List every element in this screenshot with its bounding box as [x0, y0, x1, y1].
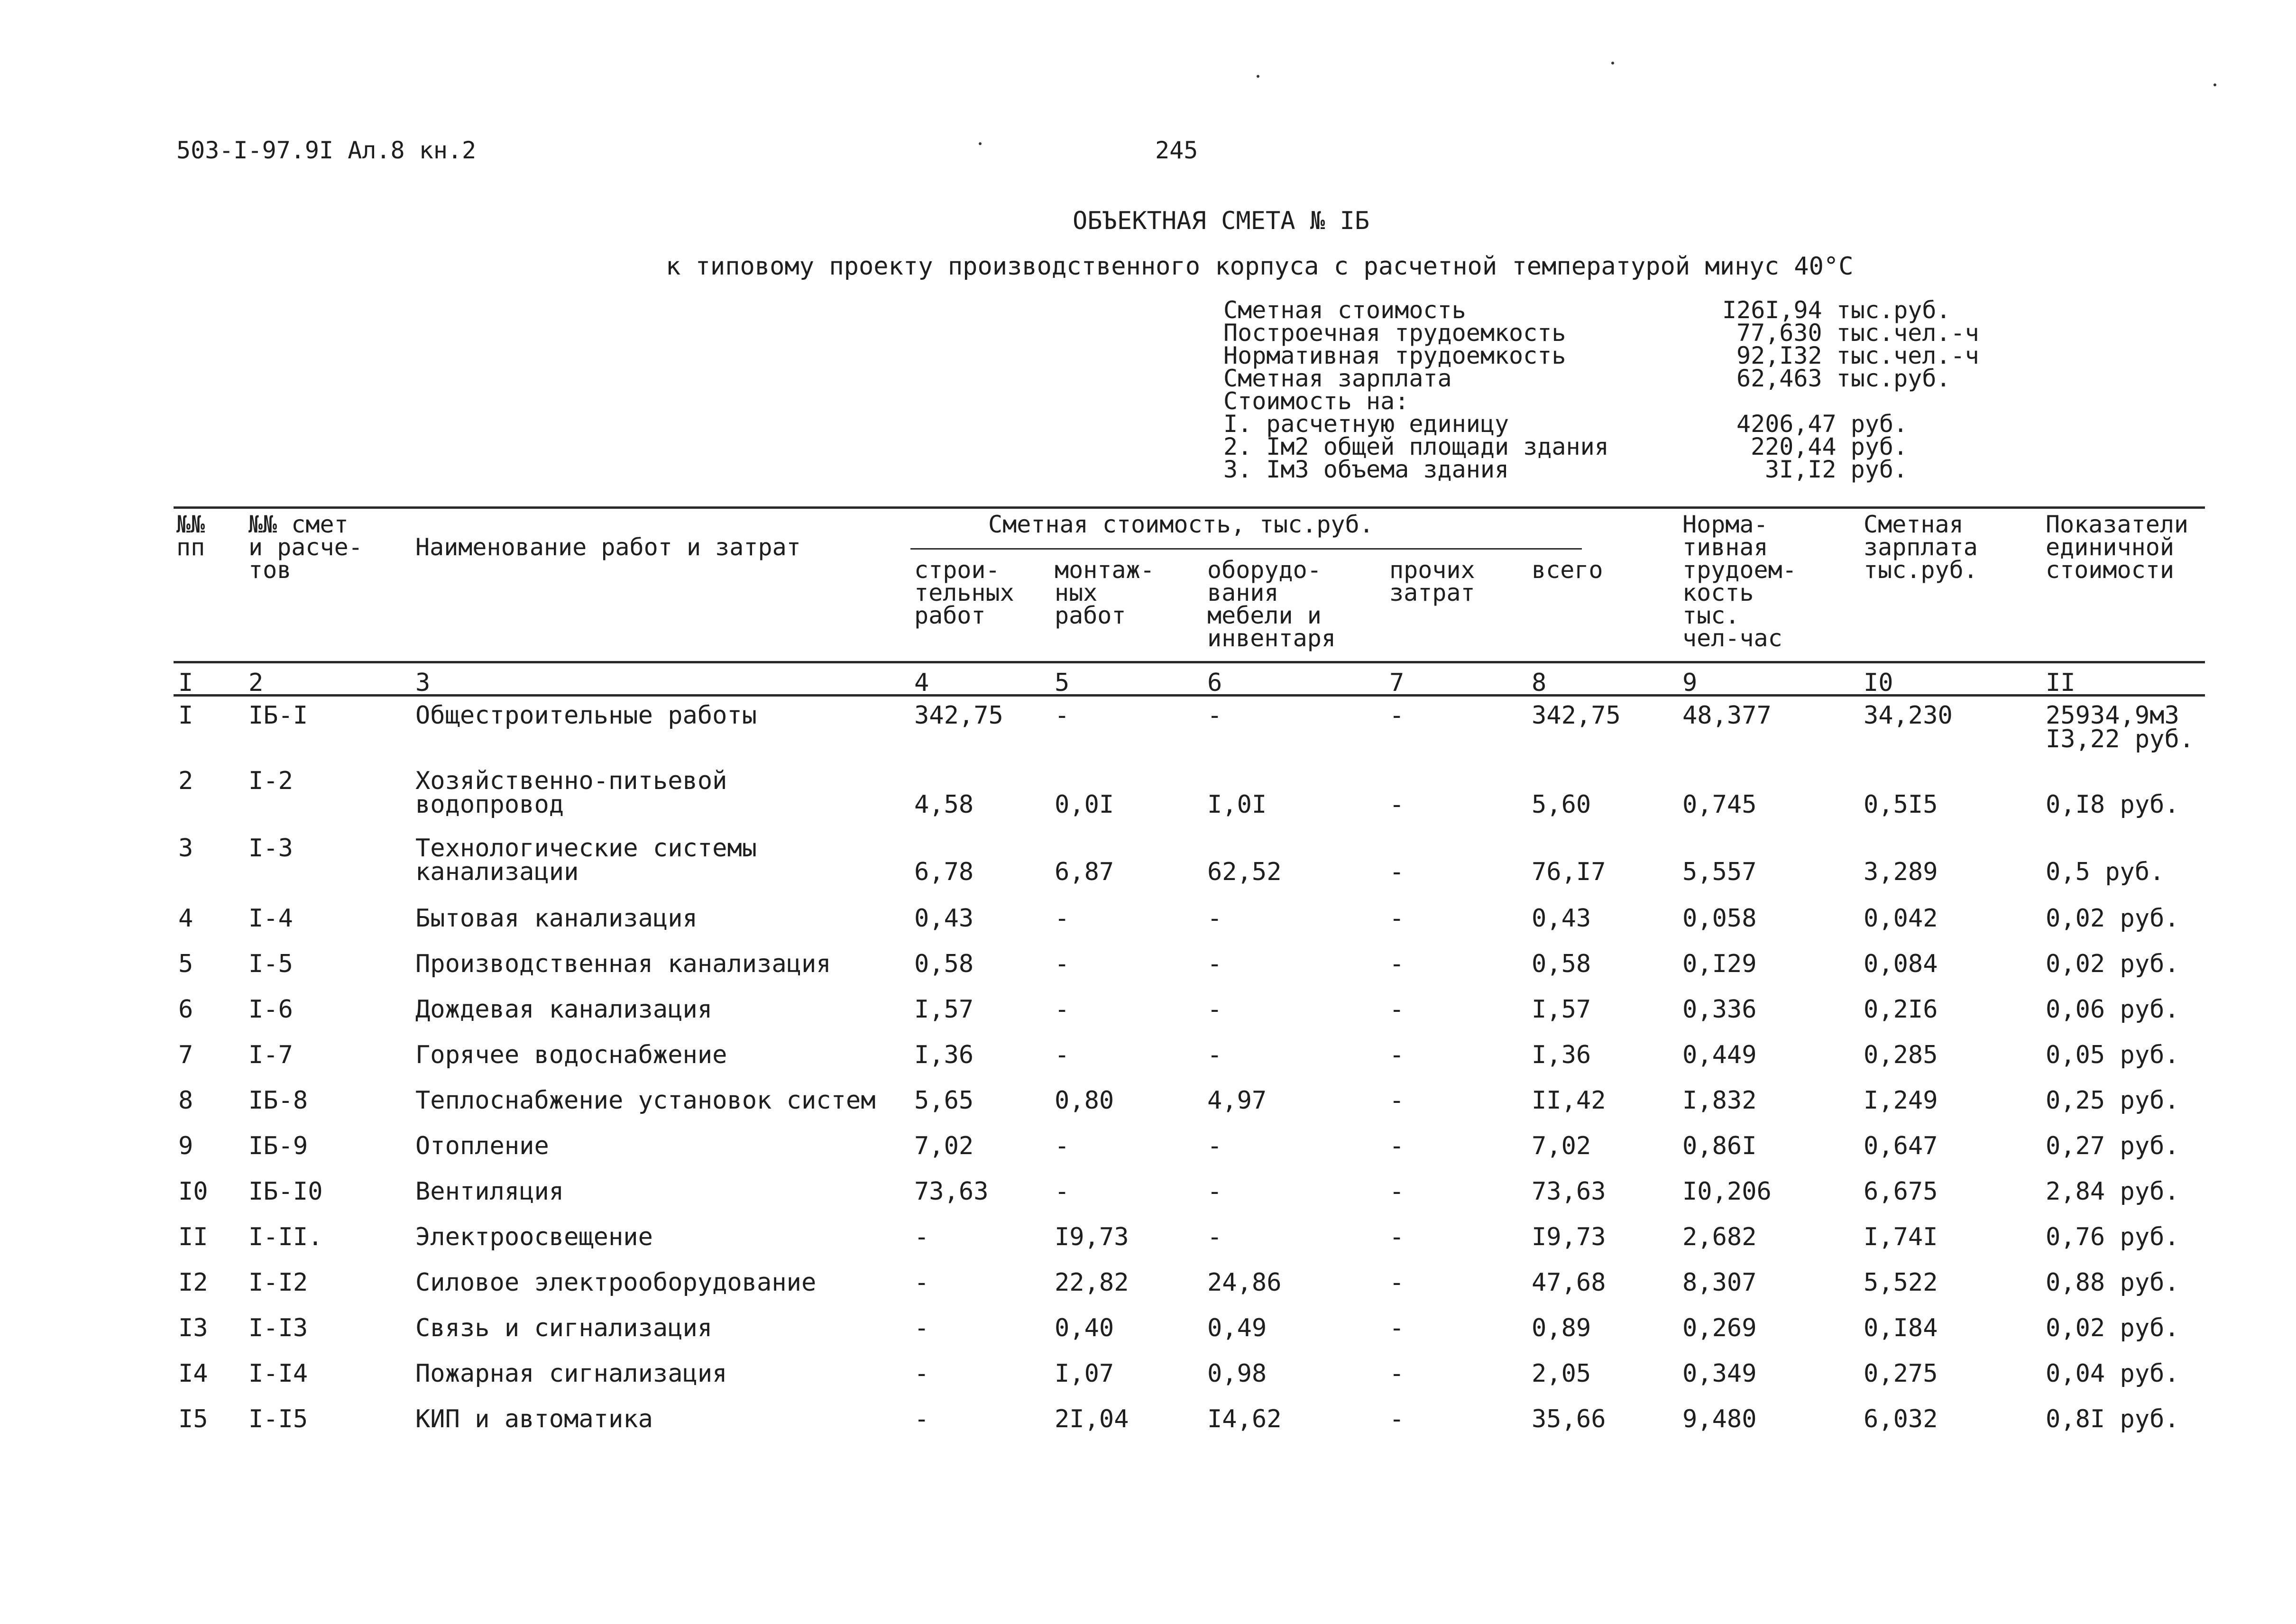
cell-equip: I4,62 [1207, 1405, 1282, 1433]
cell-n: 7 [178, 1041, 193, 1069]
cell-name: Общестроительные работы [415, 701, 757, 730]
cell-n: I [178, 701, 193, 730]
cell-code: I-7 [248, 1041, 293, 1069]
cell-build: 0,43 [914, 904, 974, 933]
cell-build: 6,78 [914, 858, 974, 886]
cell-total: 76,I7 [1532, 858, 1606, 886]
cell-salary: 0,042 [1864, 904, 1938, 933]
summary-value: 3I,I2 руб. [1765, 456, 1908, 483]
summary-label: Сметная зарплата [1223, 365, 1452, 392]
column-number: I0 [1864, 669, 1893, 697]
cell-mount: - [1055, 950, 1070, 978]
column-number: 6 [1207, 669, 1222, 697]
cell-mount: - [1055, 995, 1070, 1024]
cell-equip: 24,86 [1207, 1268, 1282, 1297]
cell-total: II,42 [1532, 1086, 1606, 1115]
cell-code: I-II. [248, 1223, 323, 1251]
cell-labor: 0,I29 [1682, 950, 1757, 978]
cell-salary: 0,285 [1864, 1041, 1938, 1069]
header-work-name: Наименование работ и затрат [415, 533, 801, 561]
cell-total: I,57 [1532, 995, 1591, 1024]
cell-n: I2 [178, 1268, 208, 1297]
estimate-subtitle: к типовому проекту производственного корпуса с расчетной температурой минус 40°С [666, 252, 1854, 281]
cell-salary: 3,289 [1864, 858, 1938, 886]
cell-build: - [914, 1268, 929, 1297]
header-unit-cost: Показатели единичной стоимости [2046, 511, 2189, 584]
header-row-number: №№ пп [176, 511, 205, 561]
cell-mount: 0,40 [1055, 1314, 1114, 1342]
cell-equip: - [1207, 995, 1222, 1024]
header-cost-group: Сметная стоимость, тыс.руб. [988, 511, 1374, 538]
cell-mount: - [1055, 1132, 1070, 1160]
cell-mount: - [1055, 1177, 1070, 1206]
cell-other: - [1389, 904, 1405, 933]
cell-unit: 0,02 руб. [2046, 1314, 2179, 1342]
column-number: 5 [1055, 669, 1070, 697]
cell-code: I-I4 [248, 1359, 308, 1388]
summary-label: I. расчетную единицу [1223, 410, 1509, 438]
summary-label: 2. Iм2 общей площади здания [1223, 433, 1609, 460]
header-other-costs: прочих затрат [1389, 556, 1475, 606]
cell-total: I,36 [1532, 1041, 1591, 1069]
cell-unit: 0,I8 руб. [2046, 790, 2179, 819]
cell-build: 342,75 [914, 701, 1003, 730]
cell-code: I-I5 [248, 1405, 308, 1433]
cell-code: IБ-I [248, 701, 308, 730]
cell-name: Пожарная сигнализация [415, 1359, 727, 1388]
cell-equip: - [1207, 1177, 1222, 1206]
column-number: 4 [914, 669, 929, 697]
cell-unit: 0,02 руб. [2046, 904, 2179, 933]
cell-total: 0,58 [1532, 950, 1591, 978]
cell-unit: 0,04 руб. [2046, 1359, 2179, 1388]
cell-code: IБ-9 [248, 1132, 308, 1160]
cell-n: 4 [178, 904, 193, 933]
cell-total: 2,05 [1532, 1359, 1591, 1388]
scan-speck [1257, 75, 1259, 78]
cell-labor: 9,480 [1682, 1405, 1757, 1433]
summary-label: Построечная трудоемкость [1223, 319, 1566, 347]
column-number: 8 [1532, 669, 1547, 697]
cell-build: 0,58 [914, 950, 974, 978]
header-construction: строи- тельных работ [914, 556, 1014, 629]
cell-labor: 0,058 [1682, 904, 1757, 933]
cell-other: - [1389, 1041, 1405, 1069]
column-number: 9 [1682, 669, 1698, 697]
cell-n: II [178, 1223, 208, 1251]
cell-unit: 0,27 руб. [2046, 1132, 2179, 1160]
cell-n: 6 [178, 995, 193, 1024]
cell-code: IБ-8 [248, 1086, 308, 1115]
cell-code: I-4 [248, 904, 293, 933]
summary-value: 62,463 тыс.руб. [1736, 365, 1951, 392]
cell-equip: - [1207, 1132, 1222, 1160]
cell-name: Связь и сигнализация [415, 1314, 713, 1342]
cell-build: 73,63 [914, 1177, 989, 1206]
estimate-title: ОБЪЕКТНАЯ СМЕТА № IБ [1073, 207, 1370, 235]
cell-code: I-6 [248, 995, 293, 1024]
cell-code: I-3 [248, 834, 293, 862]
header-estimate-number: №№ смет и расче- тов [248, 511, 363, 584]
cell-mount: 6,87 [1055, 858, 1114, 886]
cost-group-rule [910, 548, 1582, 550]
cell-total: 5,60 [1532, 790, 1591, 819]
cell-equip: - [1207, 904, 1222, 933]
cell-equip: 0,98 [1207, 1359, 1267, 1388]
cell-other: - [1389, 995, 1405, 1024]
cell-labor: 0,269 [1682, 1314, 1757, 1342]
cell-mount: - [1055, 701, 1070, 730]
cell-unit: 0,05 руб. [2046, 1041, 2179, 1069]
cell-equip: - [1207, 701, 1222, 730]
cell-build: - [914, 1314, 929, 1342]
cell-n: 2 [178, 767, 193, 795]
cell-build: I,57 [914, 995, 974, 1024]
cell-labor: 0,349 [1682, 1359, 1757, 1388]
header-total: всего [1532, 556, 1603, 584]
cell-build: 7,02 [914, 1132, 974, 1160]
cell-unit: 0,25 руб. [2046, 1086, 2179, 1115]
cell-salary: 5,522 [1864, 1268, 1938, 1297]
cell-name: Бытовая канализация [415, 904, 698, 933]
cell-equip: 4,97 [1207, 1086, 1267, 1115]
cell-build: I,36 [914, 1041, 974, 1069]
cell-salary: 0,275 [1864, 1359, 1938, 1388]
cell-labor: 2,682 [1682, 1223, 1757, 1251]
summary-label: Стоимость на: [1223, 387, 1409, 415]
document-code: 503-I-97.9I Ал.8 кн.2 [176, 137, 477, 164]
scan-speck [1611, 62, 1614, 64]
cell-equip: 0,49 [1207, 1314, 1267, 1342]
cell-equip: - [1207, 1041, 1222, 1069]
cell-other: - [1389, 1177, 1405, 1206]
cell-labor: 8,307 [1682, 1268, 1757, 1297]
summary-value: 92,I32 тыс.чел.-ч [1736, 342, 1979, 369]
cell-salary: 34,230 [1864, 701, 1953, 730]
cell-other: - [1389, 1314, 1405, 1342]
cell-labor: 0,449 [1682, 1041, 1757, 1069]
cell-salary: I,74I [1864, 1223, 1938, 1251]
cell-other: - [1389, 1132, 1405, 1160]
cell-mount: 0,80 [1055, 1086, 1114, 1115]
cell-code: I-I2 [248, 1268, 308, 1297]
cell-salary: 6,675 [1864, 1177, 1938, 1206]
column-number: 2 [248, 669, 264, 697]
header-labor: Норма- тивная трудоем- кость тыс. чел-час [1682, 511, 1797, 652]
cell-unit: 0,8I руб. [2046, 1405, 2179, 1433]
cell-mount: 2I,04 [1055, 1405, 1129, 1433]
cell-total: 7,02 [1532, 1132, 1591, 1160]
cell-unit: 0,02 руб. [2046, 950, 2179, 978]
cell-n: I4 [178, 1359, 208, 1388]
scan-speck [2213, 83, 2216, 86]
cell-mount: 0,0I [1055, 790, 1114, 819]
summary-value: 77,630 тыс.чел.-ч [1736, 319, 1979, 347]
cell-name: Вентиляция [415, 1177, 564, 1206]
header-salary: Сметная зарплата тыс.руб. [1864, 511, 1978, 584]
summary-value: I26I,94 тыс.руб. [1722, 296, 1951, 324]
column-number: II [2046, 669, 2076, 697]
cell-n: 3 [178, 834, 193, 862]
cell-mount: - [1055, 904, 1070, 933]
cell-unit: 25934,9м3 I3,22 руб. [2046, 701, 2195, 753]
cell-name: Теплоснабжение установок систем [415, 1086, 876, 1115]
cell-other: - [1389, 858, 1405, 886]
cell-total: 35,66 [1532, 1405, 1606, 1433]
cell-name: Хозяйственно-питьевой водопровод [415, 767, 727, 819]
cell-n: 8 [178, 1086, 193, 1115]
cell-salary: 0,2I6 [1864, 995, 1938, 1024]
cell-equip: 62,52 [1207, 858, 1282, 886]
cell-name: Технологические системы канализации [415, 834, 757, 886]
cell-code: I-5 [248, 950, 293, 978]
cell-labor: 5,557 [1682, 858, 1757, 886]
summary-label: 3. Iм3 объема здания [1223, 456, 1509, 483]
header-installation: монтаж- ных работ [1055, 556, 1155, 629]
cell-other: - [1389, 701, 1405, 730]
cell-n: 9 [178, 1132, 193, 1160]
cell-code: IБ-I0 [248, 1177, 323, 1206]
cell-total: 342,75 [1532, 701, 1621, 730]
cell-unit: 0,5 руб. [2046, 858, 2165, 886]
cell-other: - [1389, 950, 1405, 978]
cell-other: - [1389, 1086, 1405, 1115]
summary-label: Нормативная трудоемкость [1223, 342, 1566, 369]
cell-mount: I,07 [1055, 1359, 1114, 1388]
summary-label: Сметная стоимость [1223, 296, 1466, 324]
cell-total: 73,63 [1532, 1177, 1606, 1206]
summary-block [1223, 296, 2039, 488]
cell-name: Дождевая канализация [415, 995, 713, 1024]
column-number: 3 [415, 669, 431, 697]
cell-build: - [914, 1223, 929, 1251]
cell-other: - [1389, 1223, 1405, 1251]
cell-mount: I9,73 [1055, 1223, 1129, 1251]
cell-salary: I,249 [1864, 1086, 1938, 1115]
cell-total: 0,43 [1532, 904, 1591, 933]
cell-n: I3 [178, 1314, 208, 1342]
cell-n: I5 [178, 1405, 208, 1433]
cell-labor: 48,377 [1682, 701, 1772, 730]
cell-n: 5 [178, 950, 193, 978]
cell-other: - [1389, 1359, 1405, 1388]
cell-name: Горячее водоснабжение [415, 1041, 727, 1069]
cell-equip: - [1207, 1223, 1222, 1251]
header-bottom-rule [174, 661, 2205, 663]
summary-value: 4206,47 руб. [1736, 410, 1908, 438]
cell-mount: - [1055, 1041, 1070, 1069]
cell-labor: 0,745 [1682, 790, 1757, 819]
scan-speck [979, 142, 982, 145]
cell-equip: I,0I [1207, 790, 1267, 819]
header-equipment: оборудо- вания мебели и инвентаря [1207, 556, 1336, 652]
cell-mount: 22,82 [1055, 1268, 1129, 1297]
cell-code: I-2 [248, 767, 293, 795]
cell-name: Отопление [415, 1132, 549, 1160]
cell-salary: 0,I84 [1864, 1314, 1938, 1342]
cell-labor: 0,336 [1682, 995, 1757, 1024]
cell-labor: 0,86I [1682, 1132, 1757, 1160]
page-number: 245 [1155, 137, 1198, 164]
column-number: 7 [1389, 669, 1405, 697]
cell-unit: 0,76 руб. [2046, 1223, 2179, 1251]
cell-name: Производственная канализация [415, 950, 831, 978]
summary-value: 220,44 руб. [1751, 433, 1908, 460]
cell-build: 5,65 [914, 1086, 974, 1115]
table-top-rule [174, 506, 2205, 509]
cell-name: Силовое электрооборудование [415, 1268, 817, 1297]
cell-name: Электроосвещение [415, 1223, 653, 1251]
cell-unit: 0,88 руб. [2046, 1268, 2179, 1297]
cell-salary: 0,5I5 [1864, 790, 1938, 819]
cell-unit: 0,06 руб. [2046, 995, 2179, 1024]
cell-equip: - [1207, 950, 1222, 978]
cell-total: I9,73 [1532, 1223, 1606, 1251]
cell-other: - [1389, 1405, 1405, 1433]
cell-salary: 6,032 [1864, 1405, 1938, 1433]
cell-total: 47,68 [1532, 1268, 1606, 1297]
column-number: I [178, 669, 193, 697]
cell-unit: 2,84 руб. [2046, 1177, 2179, 1206]
cell-other: - [1389, 790, 1405, 819]
cell-name: КИП и автоматика [415, 1405, 653, 1433]
cell-labor: I,832 [1682, 1086, 1757, 1115]
cell-code: I-I3 [248, 1314, 308, 1342]
cell-total: 0,89 [1532, 1314, 1591, 1342]
cell-build: - [914, 1405, 929, 1433]
cell-salary: 0,084 [1864, 950, 1938, 978]
cell-labor: I0,206 [1682, 1177, 1772, 1206]
cell-salary: 0,647 [1864, 1132, 1938, 1160]
cell-build: 4,58 [914, 790, 974, 819]
cell-n: I0 [178, 1177, 208, 1206]
cell-build: - [914, 1359, 929, 1388]
column-number-rule [174, 694, 2205, 697]
cell-other: - [1389, 1268, 1405, 1297]
